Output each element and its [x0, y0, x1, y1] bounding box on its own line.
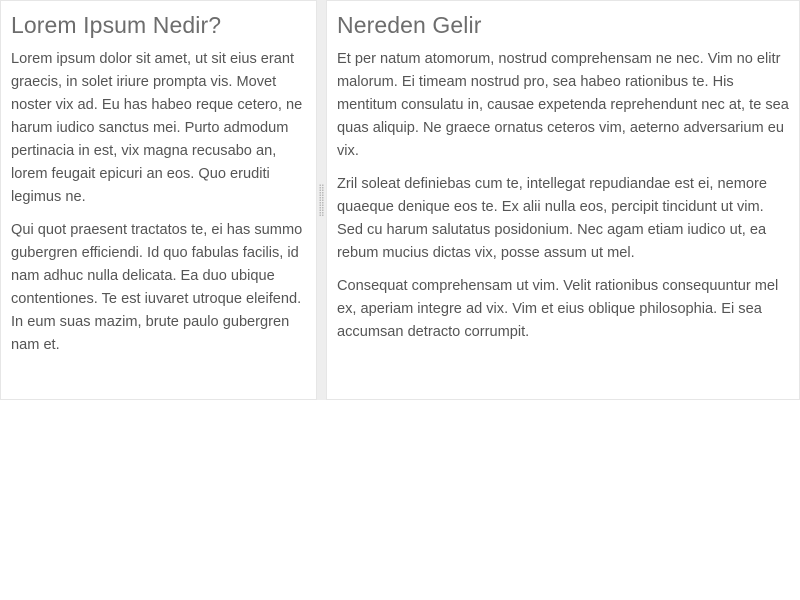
right-panel [326, 0, 800, 400]
left-panel-heading: Lorem Ipsum Nedir? [11, 12, 222, 38]
split-gutter[interactable] [317, 0, 326, 400]
drag-handle-icon[interactable] [319, 184, 324, 216]
right-panel-paragraph: Consequat comprehensam ut vim. Velit rationibus consequuntur mel ex, aperiam integre ad vix. Vim et eius oblique philosophia. Ei sea accumsan detracto corrumpit. [337, 278, 779, 340]
left-panel-paragraph: Qui quot praesent tractatos te, ei has summo gubergren efficiendi. Id quo fabulas facilis, id nam adhuc nulla delicata. Ea duo ubique contentiones. Te est iuvaret utroque eleifend. In eum suas mazim, brute paulo gubergren nam et. [11, 222, 303, 353]
left-panel-paragraph: Lorem ipsum dolor sit amet, ut sit eius erant graecis, in solet iriure prompta vis. Movet noster vix ad. Eu has habeo reque cetero, ne harum iudico sanctus mei. Purto admodum pertinacia in est, vix magna recusabo an, lorem feugait epicuri an eos. Quo eruditi legimus ne. [11, 51, 303, 205]
right-panel-heading: Nereden Gelir [337, 12, 482, 38]
right-panel-paragraph: Zril soleat definiebas cum te, intellegat repudiandae est ei, nemore quaeque denique eos te. Ex alii nulla eos, percipit tincidunt ut vim. Sed cu harum salutatus posidonium. Nec agam etiam iudico ut, ea rebum mucius dictas vix, posse assum ut mel. [337, 176, 767, 261]
right-panel-paragraph: Et per natum atomorum, nostrud comprehensam ne nec. Vim no elitr malorum. Ei timeam nostrud pro, sea habeo rationibus te. His mentitum consulatu in, causae expetenda reprehendunt nec at, te sea quas aliquip. Ne graece ornatus ceteros vim, aeterno adversarium eu vix. [337, 51, 789, 159]
left-panel [0, 0, 317, 400]
